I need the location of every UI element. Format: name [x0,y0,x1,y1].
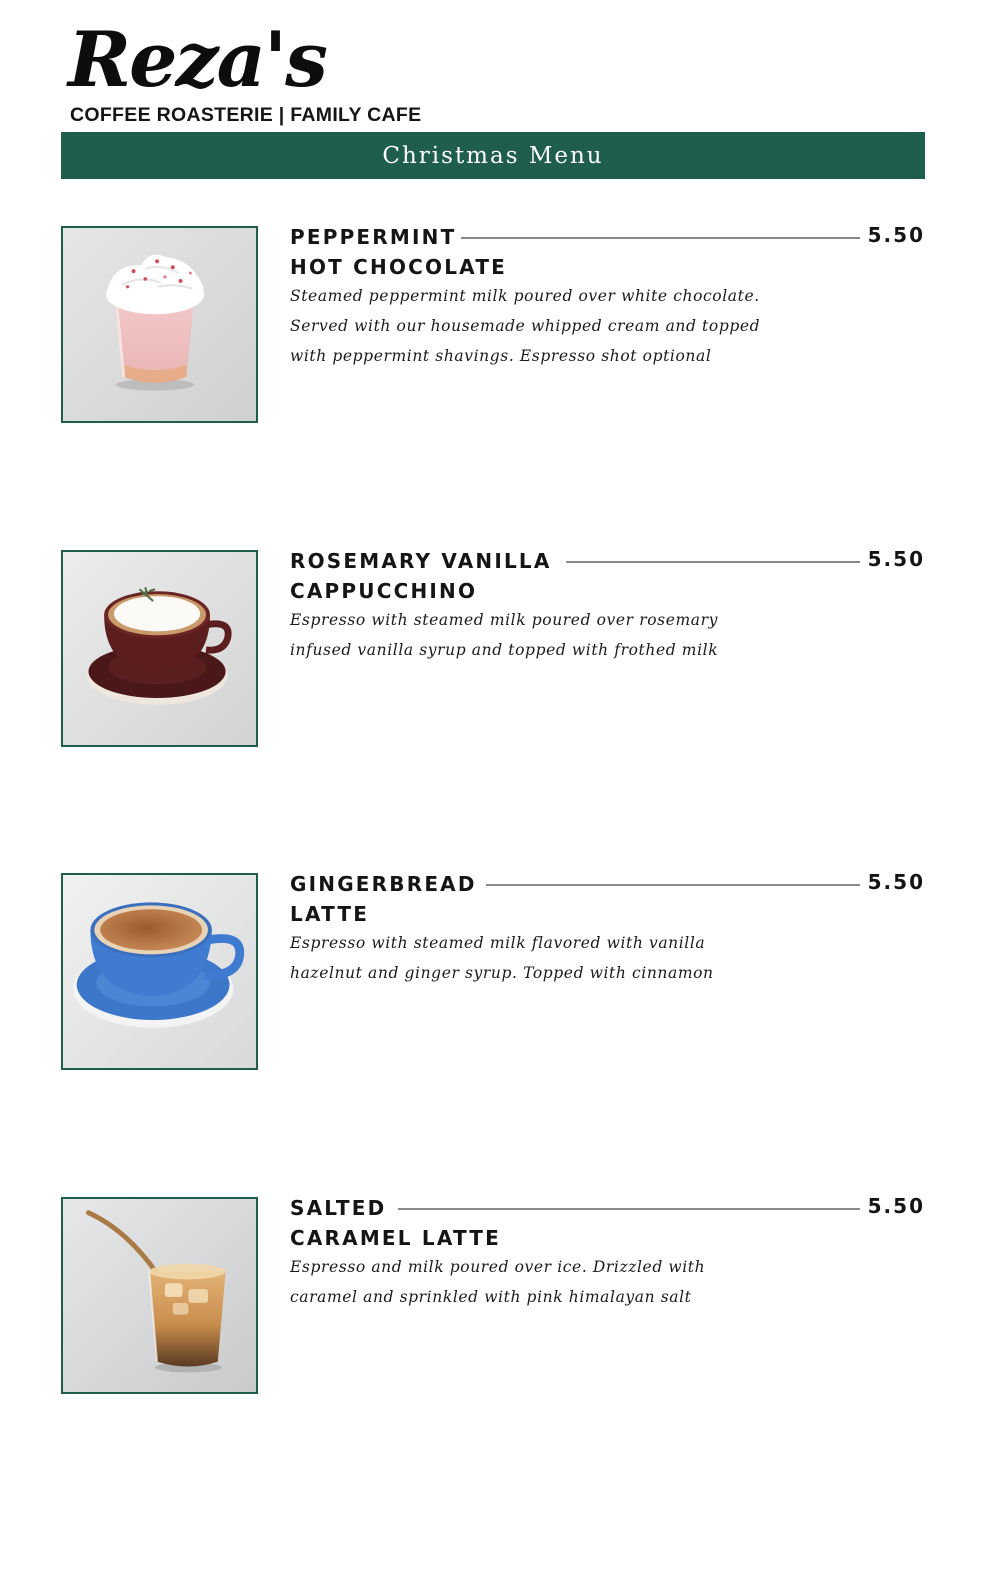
item-description-line: Steamed peppermint milk poured over white chocolate. [290,287,760,305]
menu-item-peppermint-hot-chocolate [61,223,925,426]
price-leader-line [486,884,860,886]
price-leader-line [398,1208,860,1210]
price-leader-line [566,561,860,563]
item-description [290,1252,770,1312]
item-name-line: SALTED [290,1196,387,1220]
item-description-line: hazelnut and ginger syrup. Topped with cinnamon [290,964,714,982]
salted-caramel-latte-photo [61,1197,258,1394]
cafe-logo: Reza's [68,15,326,104]
item-description-line: Served with our housemade whipped cream and topped [290,317,761,335]
item-description-line: with peppermint shavings. Espresso shot optional [290,347,712,365]
item-name [290,869,870,929]
item-description-line: infused vanilla syrup and topped with frothed milk [290,641,719,659]
menu-item-gingerbread-latte [61,870,925,1073]
cafe-tagline: COFFEE ROASTERIE | FAMILY CAFE [70,104,422,126]
item-name-line: HOT CHOCOLATE [290,255,508,279]
peppermint-hot-chocolate-photo [61,226,258,423]
item-name-line: ROSEMARY VANILLA [290,549,552,573]
item-description [290,605,770,665]
menu-item-salted-caramel-latte [61,1194,925,1397]
item-name-line: PEPPERMINT [290,225,457,249]
item-name [290,222,870,282]
price-leader-line [461,237,860,239]
item-description [290,928,770,988]
item-name-line: GINGERBREAD [290,872,477,896]
rosemary-vanilla-cappuccino-photo [61,550,258,747]
gingerbread-latte-photo [61,873,258,1070]
item-description [290,281,770,371]
item-price: 5.50 [867,1194,925,1218]
item-name-line: CAPPUCCHINO [290,579,478,603]
item-name-line: LATTE [290,902,370,926]
item-name [290,546,870,606]
item-price: 5.50 [867,547,925,571]
item-price: 5.50 [867,223,925,247]
item-name-line: CARAMEL LATTE [290,1226,501,1250]
item-description-line: Espresso and milk poured over ice. Drizzled with [290,1258,706,1276]
menu-item-rosemary-vanilla-cappuccino [61,547,925,750]
item-name [290,1193,870,1253]
item-description-line: caramel and sprinkled with pink himalayan salt [290,1288,692,1306]
menu-title: Christmas Menu [382,142,604,169]
item-description-line: Espresso with steamed milk poured over rosemary [290,611,718,629]
item-price: 5.50 [867,870,925,894]
menu-banner [61,132,925,179]
item-description-line: Espresso with steamed milk flavored with vanilla [290,934,706,952]
